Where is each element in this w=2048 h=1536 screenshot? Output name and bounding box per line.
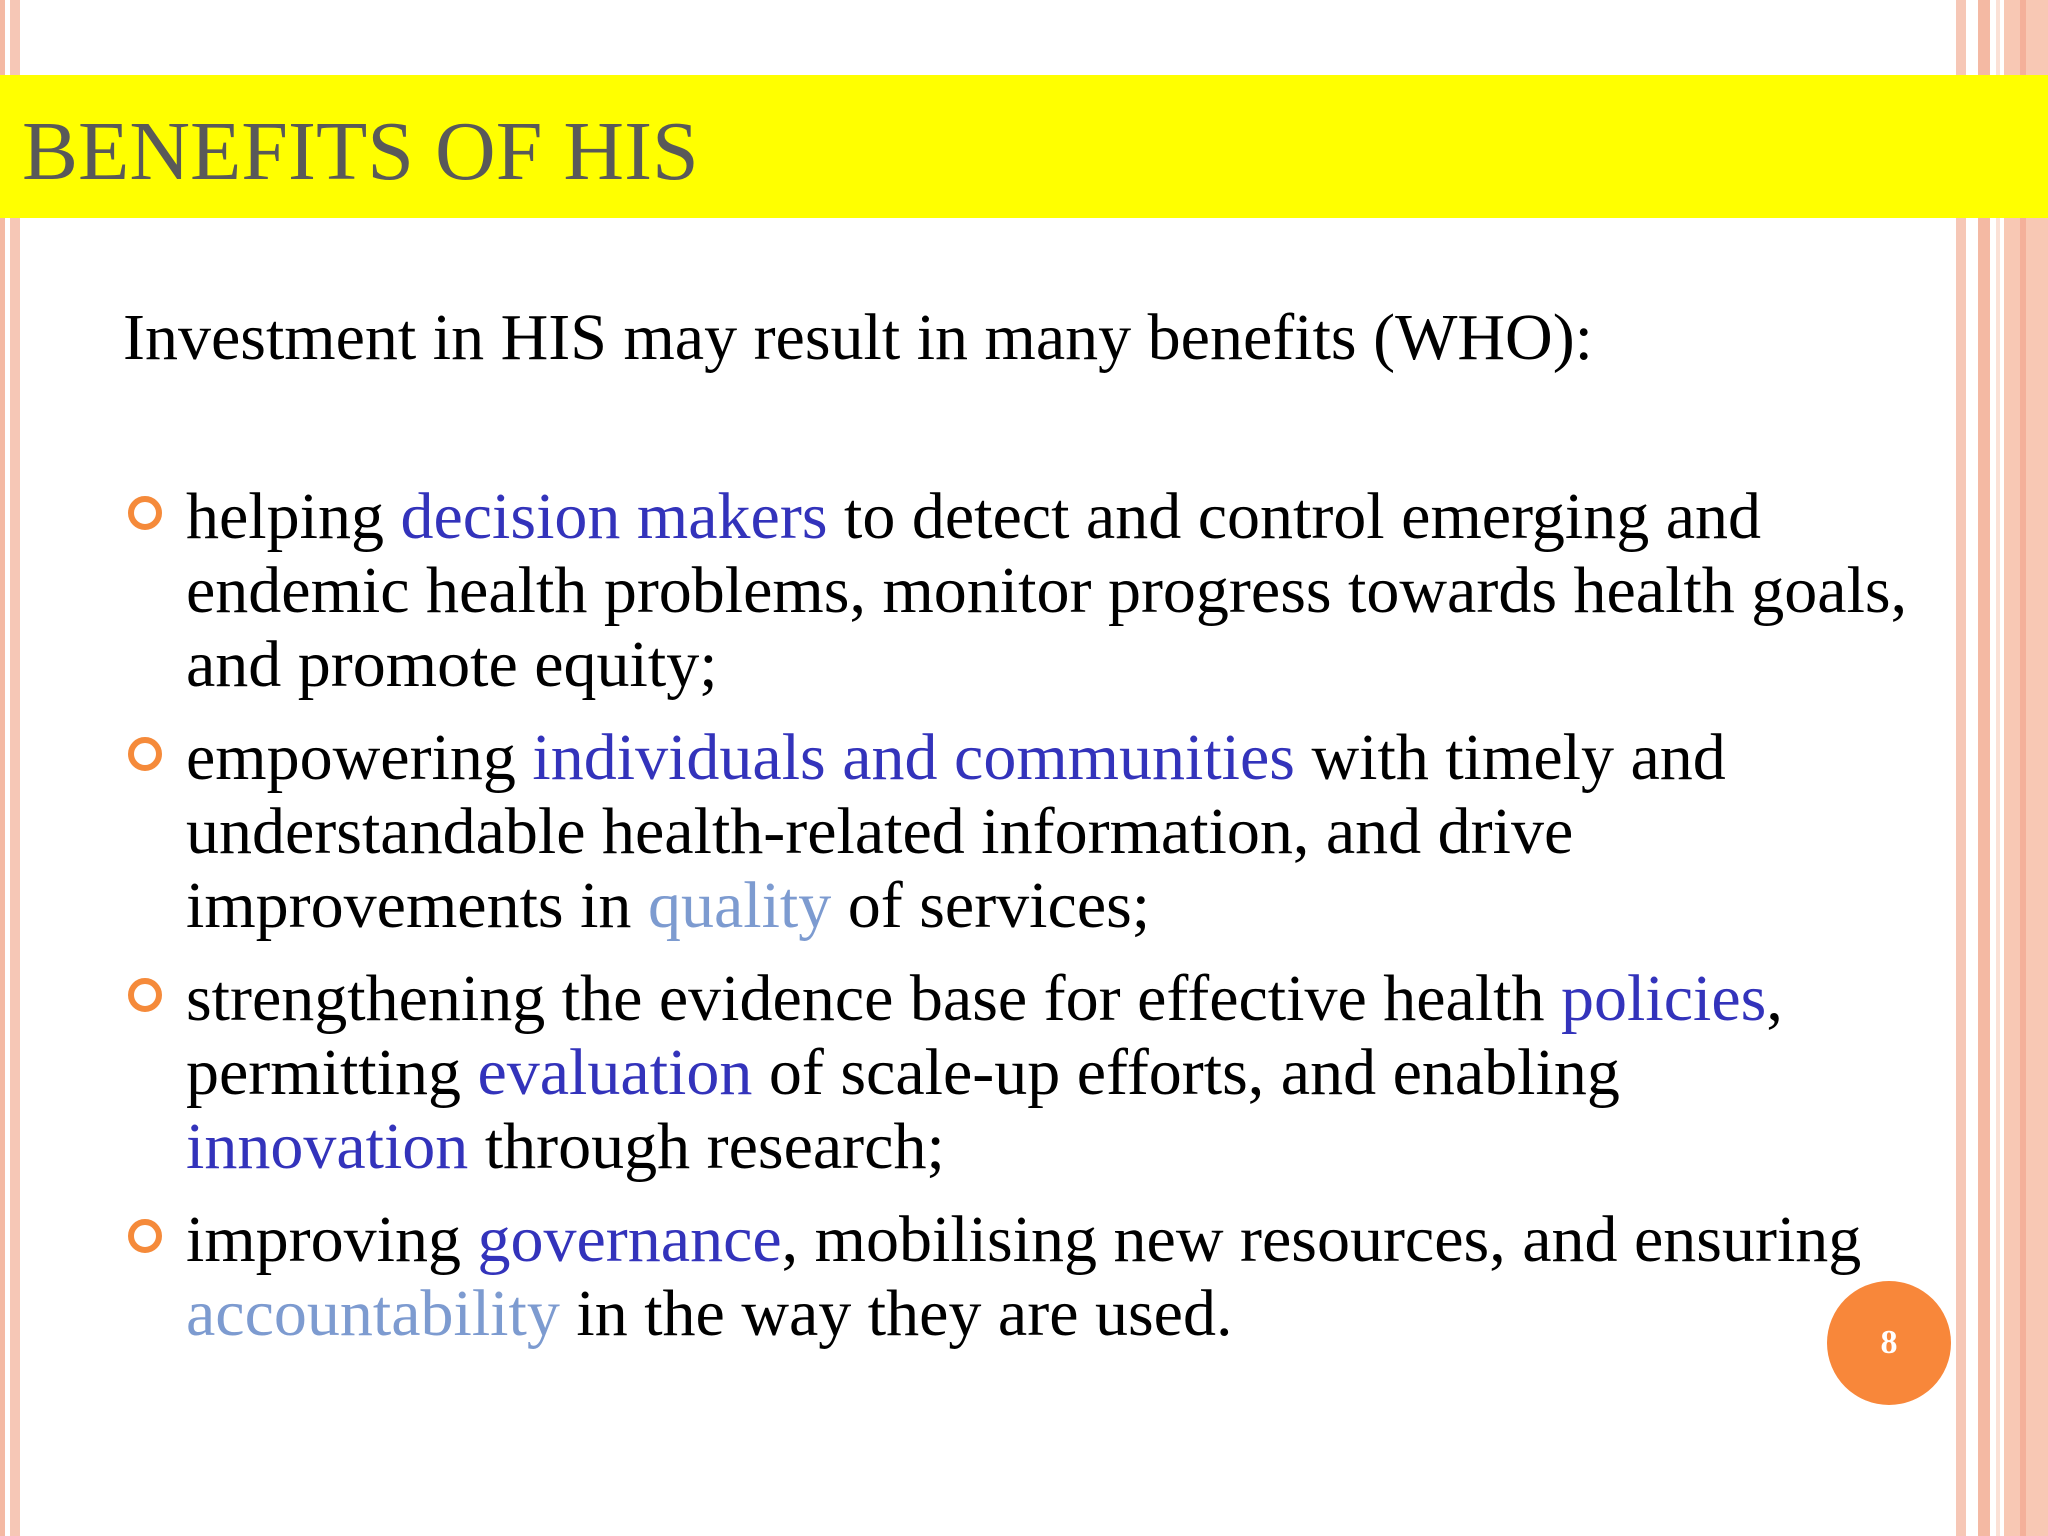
highlighted-term-light: accountability [186, 1277, 560, 1350]
highlighted-term: governance [477, 1203, 782, 1276]
benefit-item [128, 480, 1918, 702]
right-decorative-stripe-gap [1996, 0, 2000, 1536]
benefit-text: of scale-up efforts, and enabling [752, 1036, 1620, 1109]
benefit-text: to detect and control emerging and endemic health problems, monitor progress towards health goals, and promote equity; [186, 480, 1908, 701]
highlighted-term: evaluation [477, 1036, 753, 1109]
highlighted-term: policies [1561, 962, 1767, 1035]
highlighted-term: individuals and communities [532, 721, 1295, 794]
benefit-text: strengthening the evidence base for effective health [186, 962, 1562, 1035]
right-decorative-band-line [2020, 0, 2026, 1536]
right-decorative-stripe [1978, 0, 1990, 1536]
intro-text: Investment in HIS may result in many benefits (WHO): [123, 301, 1594, 374]
highlighted-term-light: quality [647, 869, 832, 942]
right-decorative-stripe-inner [1956, 0, 1966, 1536]
benefit-text: with timely and understandable health-related information, and drive improvements in [186, 721, 1726, 942]
benefit-text: improving [186, 1203, 478, 1276]
benefit-text: , mobilising new resources, and ensuring [781, 1203, 1862, 1276]
benefit-text: in the way they are used. [559, 1277, 1233, 1350]
left-decorative-stripe-inner [10, 0, 20, 1536]
highlighted-term: innovation [186, 1110, 469, 1183]
hollow-circle-bullet-icon [128, 978, 162, 1012]
right-decorative-band [2004, 0, 2048, 1536]
benefit-text: through research; [468, 1110, 945, 1183]
benefit-item [128, 962, 1918, 1184]
benefit-text: of services; [831, 869, 1151, 942]
highlighted-term: decision makers [400, 480, 828, 553]
benefit-text: empowering [186, 721, 533, 794]
benefit-text: helping [186, 480, 401, 553]
benefits-list [128, 480, 1918, 1370]
left-decorative-stripe [0, 0, 5, 1536]
page-number-badge: 8 [1827, 1281, 1951, 1405]
benefit-item [128, 1203, 1918, 1351]
hollow-circle-bullet-icon [128, 496, 162, 530]
benefit-text: , permitting [186, 962, 1783, 1109]
hollow-circle-bullet-icon [128, 737, 162, 771]
hollow-circle-bullet-icon [128, 1219, 162, 1253]
benefit-item [128, 721, 1918, 943]
slide-title: BENEFITS OF HIS [22, 105, 699, 198]
